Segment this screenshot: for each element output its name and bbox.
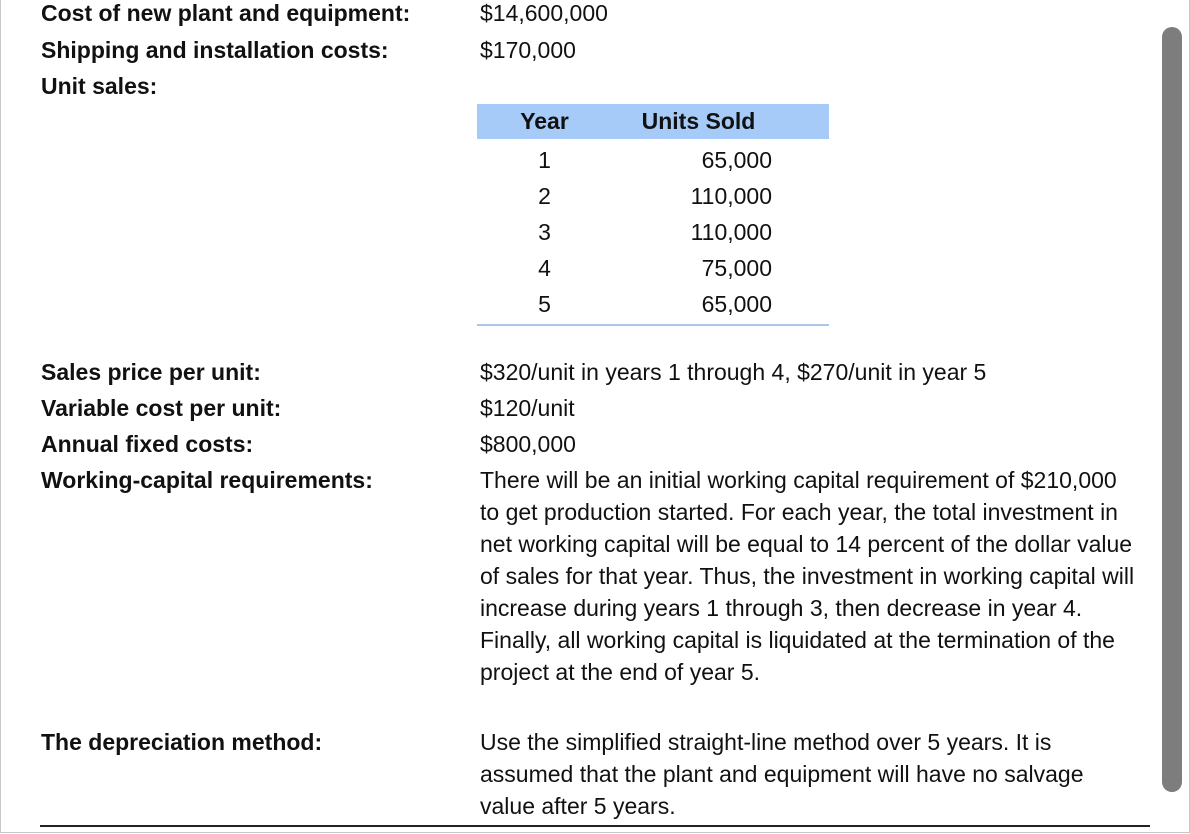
unit-sales-label: Unit sales: (41, 73, 158, 99)
year-header: Year (520, 108, 569, 134)
units-cell: 65,000 (701, 290, 772, 317)
year-cell: 2 (538, 182, 551, 209)
working-capital-value: There will be an initial working capital requirement of $210,000 to get production started. For each year, the total investment in net working capital will be equal to 14 percent of the dollar value of sales for that year. Thus, the investment in working capital will increase during years 1 through 3, then decrease in year 4. Finally, all working capital is liquidated at the termination of the project at the end of year 5. (480, 467, 1135, 685)
working-capital-label: Working-capital requirements: (41, 467, 373, 493)
variable-cost-value: $120/unit (480, 395, 575, 421)
year-cell: 4 (538, 254, 551, 281)
cost-plant-value: $14,600,000 (480, 0, 608, 26)
shipping-label: Shipping and installation costs: (41, 37, 389, 63)
table-row (477, 250, 829, 286)
sales-price-label: Sales price per unit: (41, 359, 261, 385)
year-cell: 5 (538, 290, 551, 317)
units-sold-table (477, 104, 829, 326)
units-cell: 110,000 (690, 218, 772, 245)
table-row (477, 214, 829, 250)
vertical-scrollbar[interactable] (1162, 27, 1182, 792)
sales-price-value: $320/unit in years 1 through 4, $270/unit in year 5 (480, 359, 987, 385)
table-row (477, 178, 829, 214)
variable-cost-label: Variable cost per unit: (41, 395, 282, 421)
bottom-rule (40, 825, 1150, 827)
depreciation-value: Use the simplified straight-line method over 5 years. It is assumed that the plant and equipment will have no salvage value after 5 years. (480, 729, 1084, 819)
table-row (477, 142, 829, 178)
table-header (477, 104, 829, 139)
units-cell: 110,000 (690, 182, 772, 209)
units-header: Units Sold (641, 108, 756, 134)
depreciation-label: The depreciation method: (41, 729, 323, 755)
units-cell: 75,000 (701, 254, 772, 281)
units-cell: 65,000 (701, 146, 772, 173)
year-cell: 3 (538, 218, 551, 245)
table-body (477, 139, 829, 324)
year-cell: 1 (538, 146, 551, 173)
fixed-costs-value: $800,000 (480, 431, 576, 457)
fixed-costs-label: Annual fixed costs: (41, 431, 254, 457)
cost-plant-label: Cost of new plant and equipment: (41, 0, 411, 26)
shipping-value: $170,000 (480, 37, 576, 63)
table-row (477, 286, 829, 322)
